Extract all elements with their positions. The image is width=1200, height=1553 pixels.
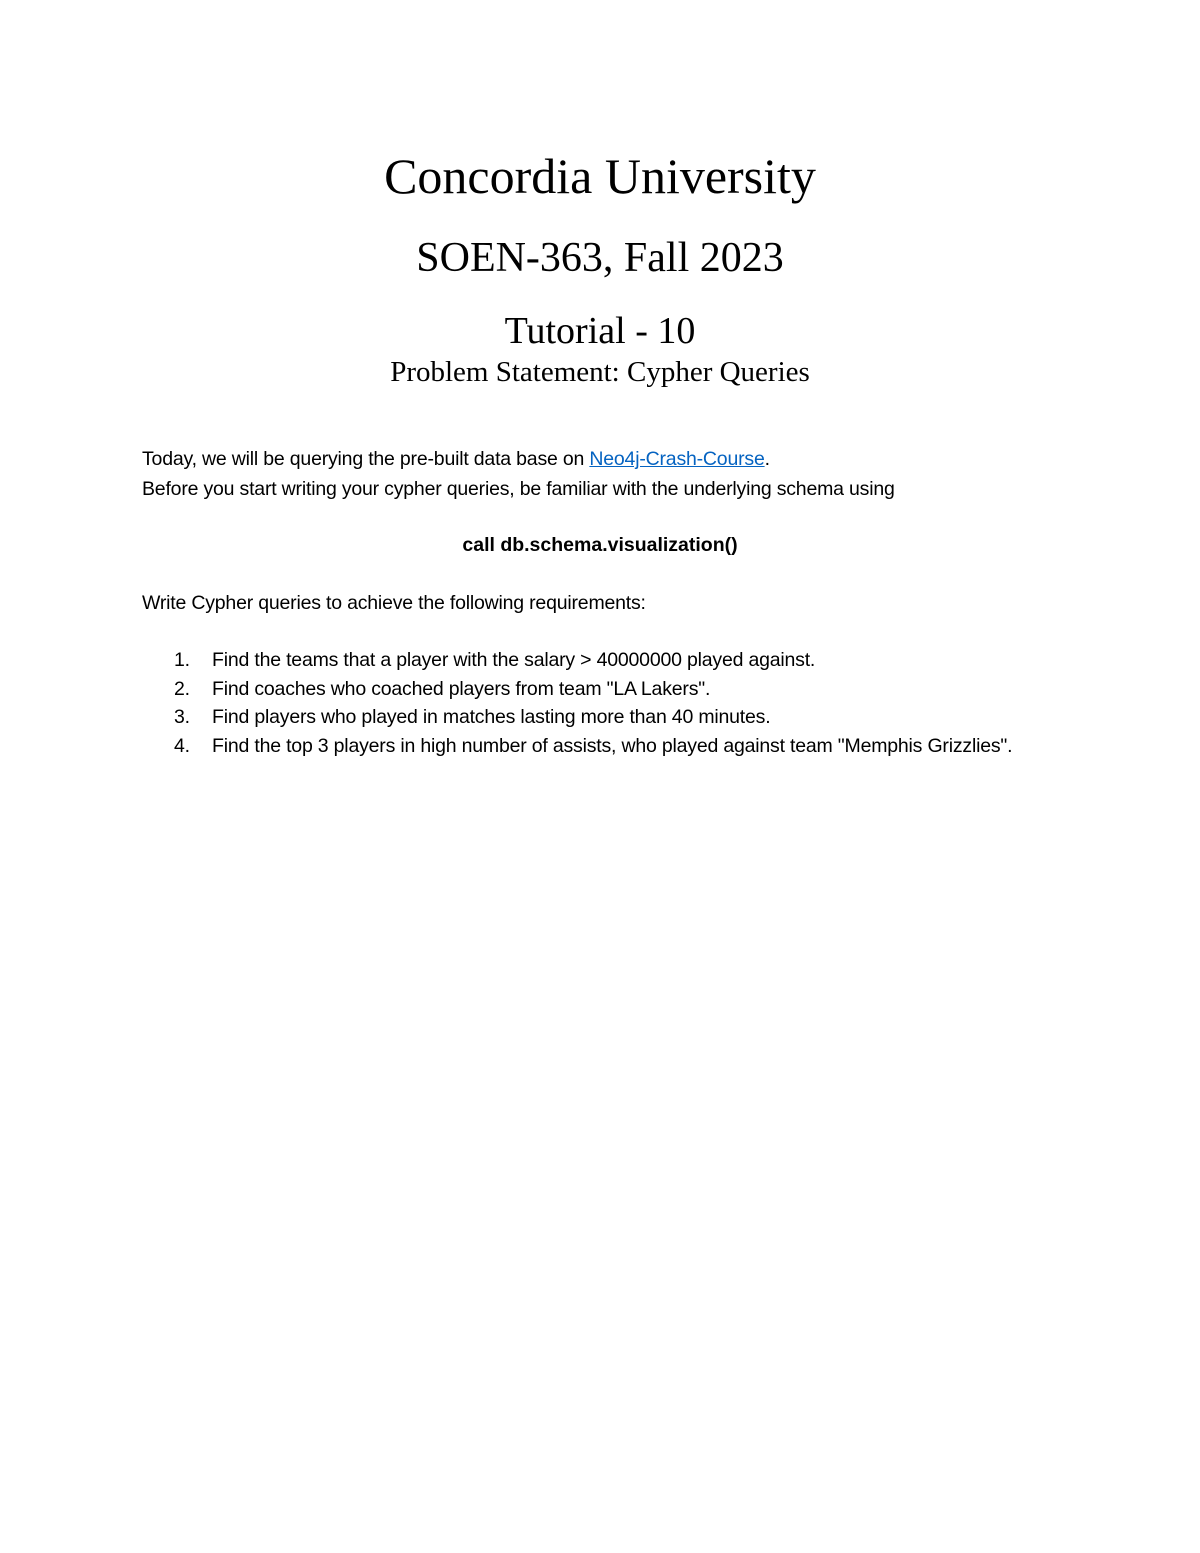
requirement-text: Find players who played in matches lasting more than 40 minutes. (212, 706, 771, 728)
intro-line-1 (142, 444, 1042, 474)
requirement-text: Find the teams that a player with the salary > 40000000 played against. (212, 649, 816, 671)
requirement-item (142, 703, 1022, 732)
intro-line-2: Before you start writing your cypher queries, be familiar with the underlying schema using (142, 478, 895, 500)
requirements-list (142, 646, 1022, 760)
requirement-item (142, 675, 1022, 704)
requirement-number: 2. (174, 677, 190, 700)
requirement-number: 3. (174, 706, 190, 728)
requirement-number: 4. (174, 734, 190, 757)
neo4j-crash-course-link[interactable]: Neo4j-Crash-Course (589, 448, 765, 470)
university-title: Concordia University (384, 148, 816, 204)
instruction-text: Write Cypher queries to achieve the following requirements: (142, 592, 646, 614)
requirement-text: Find coaches who coached players from team "LA Lakers". (212, 677, 711, 700)
intro-prefix: Today, we will be querying the pre-built data base on (142, 448, 590, 470)
tutorial-title: Tutorial - 10 (504, 310, 696, 352)
intro-suffix: . (764, 448, 770, 470)
schema-command: call db.schema.visualization() (462, 534, 738, 556)
course-title: SOEN-363, Fall 2023 (416, 235, 784, 281)
requirement-number: 1. (174, 649, 190, 671)
problem-statement: Problem Statement: Cypher Queries (390, 356, 810, 388)
requirement-item (142, 732, 1022, 761)
requirement-text: Find the top 3 players in high number of assists, who played against team "Memphis Grizzlies". (212, 734, 1013, 757)
requirement-item (142, 646, 1022, 675)
